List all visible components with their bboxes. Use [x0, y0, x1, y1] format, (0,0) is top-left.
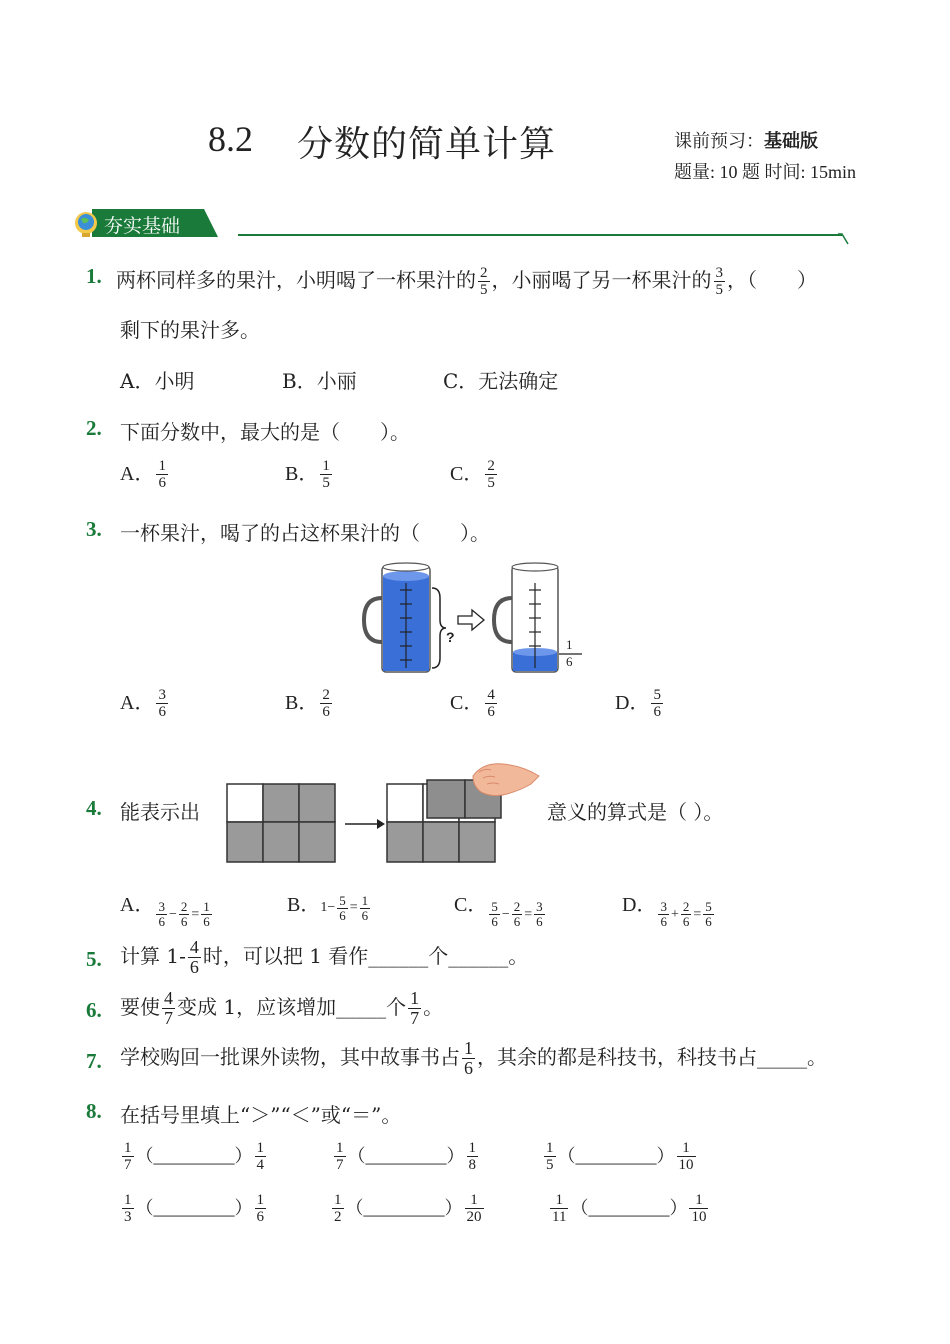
q4-option-b[interactable]: B． 1− $\frac{5}{6}$ = $\frac{1}{6}$ [287, 892, 369, 923]
q1-text: 两杯同样多的果汁，小明喝了一杯果汁的 $\frac{2}{5}$ ，小丽喝了另一杯果汁的 $\frac{3}{5}$ ，（ ） [116, 265, 817, 298]
q2-option-a[interactable]: A． $\frac{1}{6}$ [120, 458, 166, 491]
q1-option-c[interactable]: C．无法确定 [443, 369, 559, 393]
q1-option-b[interactable]: B．小丽 [282, 369, 357, 393]
section-divider [238, 234, 842, 236]
q2-number: 2. [86, 416, 102, 440]
q3-number: 3. [86, 517, 102, 541]
figure-fraction-numerator: 1 [566, 637, 573, 652]
q8-compare-1[interactable]: $\frac{1}{7}$ （_________） $\frac{1}{4}$ [124, 1140, 264, 1173]
q1-fraction-2: $\frac{3}{5}$ [715, 265, 723, 298]
q4-option-a[interactable]: A． $\frac{3}{6}$ − $\frac{2}{6}$ = $\frac{1}{6}$ [120, 894, 210, 929]
grid-figure [225, 758, 543, 866]
q8-compare-6[interactable]: $\frac{1}{11}$ （_________） $\frac{1}{10}$ [552, 1192, 707, 1225]
q8-compare-3[interactable]: $\frac{1}{5}$ （_________） $\frac{1}{10}$ [546, 1140, 694, 1173]
quiz-meta: 题量: 10 题 时间: 15min [674, 162, 857, 182]
q6-number: 6. [86, 998, 102, 1022]
q3-option-b[interactable]: B． $\frac{2}{6}$ [285, 687, 330, 720]
q1-option-a[interactable]: A．小明 [120, 369, 195, 393]
q8-number: 8. [86, 1099, 102, 1123]
figure-question-mark: ? [446, 629, 455, 645]
q4-option-d[interactable]: D． $\frac{3}{6}$ + $\frac{2}{6}$ = $\frac{5}{6}$ [622, 894, 712, 929]
q4-option-c[interactable]: C． $\frac{5}{6}$ − $\frac{2}{6}$ = $\frac{3}{6}$ [454, 894, 543, 929]
q1-fraction-1: $\frac{2}{5}$ [480, 265, 488, 298]
preview-label: 课前预习： [674, 131, 764, 152]
q7-number: 7. [86, 1049, 102, 1073]
q8-text: 在括号里填上“＞”“＜”或“＝”。 [120, 1103, 402, 1127]
q2-option-b[interactable]: B． $\frac{1}{5}$ [285, 458, 330, 491]
q6-fraction-1: $\frac{4}{7}$ [164, 988, 173, 1028]
q1-text-line2: 剩下的果汁多。 [120, 318, 260, 342]
q8-compare-4[interactable]: $\frac{1}{3}$ （_________） $\frac{1}{6}$ [124, 1192, 264, 1225]
preview-level: 基础版 [764, 131, 818, 152]
divider-end [838, 232, 850, 246]
page-title: 分数的简单计算 [297, 124, 557, 165]
q8-compare-2[interactable]: $\frac{1}{7}$ （_________） $\frac{1}{8}$ [336, 1140, 476, 1173]
q7-fraction: $\frac{1}{6}$ [464, 1038, 473, 1078]
figure-fraction-denominator: 6 [566, 654, 573, 669]
q5-number: 5. [86, 947, 102, 971]
q2-text: 下面分数中，最大的是（ ）。 [120, 420, 410, 444]
q7-text: 学校购回一批课外读物，其中故事书占 $\frac{1}{6}$ ，其余的都是科技书，科技书占_____。 [120, 1038, 827, 1078]
juice-cups-figure [360, 558, 590, 678]
lesson-number: 8.2 [208, 119, 253, 159]
q3-option-d[interactable]: D． $\frac{5}{6}$ [615, 687, 661, 720]
q6-fraction-2: $\frac{1}{7}$ [410, 988, 420, 1028]
section-label: 夯实基础 [104, 215, 181, 237]
preview-info [674, 127, 818, 153]
q4-text-pre: 能表示出 [120, 800, 200, 824]
q1-number: 1. [86, 264, 102, 288]
q3-option-c[interactable]: C． $\frac{4}{6}$ [450, 687, 495, 720]
q2-option-c[interactable]: C． $\frac{2}{5}$ [450, 458, 495, 491]
q3-option-a[interactable]: A． $\frac{3}{6}$ [120, 687, 166, 720]
q5-text: 计算 1- $\frac{4}{6}$ 时，可以把 1 看作______个______。 [120, 937, 529, 977]
q4-text-post: 意义的算式是（ ）。 [547, 800, 724, 824]
q4-number: 4. [86, 796, 102, 820]
q3-text: 一杯果汁，喝了的占这杯果汁的（ ）。 [120, 521, 490, 545]
q5-fraction: $\frac{4}{6}$ [189, 937, 199, 977]
q6-text: 要使 $\frac{4}{7}$ 变成 1，应该增加_____个 $\frac{1}{7}$ 。 [120, 988, 444, 1028]
q8-compare-5[interactable]: $\frac{1}{2}$ （_________） $\frac{1}{20}$ [334, 1192, 482, 1225]
